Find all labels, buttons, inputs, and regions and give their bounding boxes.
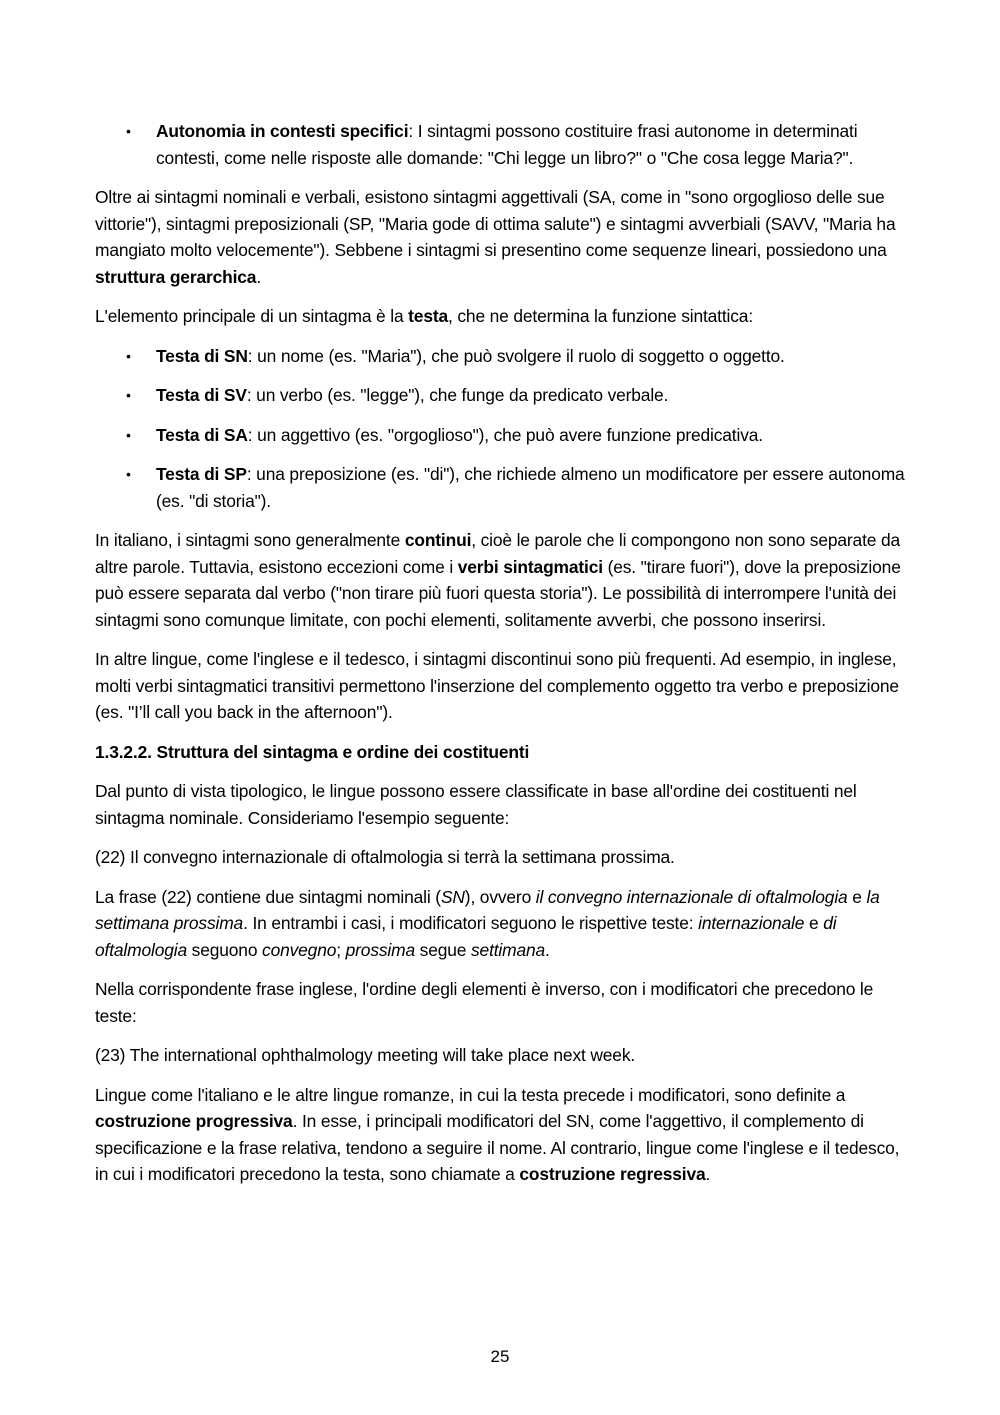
paragraph-analisi-22 [95,884,910,964]
paragraph-text: . [705,1164,711,1184]
bullet-text: : una preposizione (es. "di"), che richiede almeno un modificatore per essere autonoma (es. "di storia"). [156,464,905,511]
paragraph-text: , cioè le parole che li compongono non sono separate da altre parole. Tuttavia, esistono eccezioni come i [95,530,900,577]
bullet-term: Testa di SA [156,424,248,445]
bold-term: costruzione regressiva [519,1164,706,1184]
paragraph-text: . [256,266,261,287]
bullet-list-autonomia [95,118,910,171]
bullet-text: : I sintagmi possono costituire frasi autonome in determinati contesti, come nelle risposte alle domande: "Chi legge un libro?" o "Che cosa legge Maria?". [156,121,858,168]
bullet-list-teste [95,343,910,515]
paragraph-text: , che ne determina la funzione sintattica: [448,306,753,326]
paragraph-text: . [545,939,550,960]
italic-term: di oftalmologia [95,913,837,960]
italic-term: convegno [262,939,337,960]
list-item [95,118,910,171]
italic-term: la settimana prossima [95,886,880,933]
paragraph-text: Lingue come l'italiano e le altre lingue romanze, in cui la testa precede i modificatori, sono definite a [95,1084,846,1105]
paragraph-text: . In esse, i principali modificatori del SN, come l'aggettivo, il complemento di specificazione e la frase relativa, tendono a seguire il nome. Al contrario, lingue come l'inglese e il tedesco, in cui i modificatori precedono la testa, sono chiamate a [95,1111,900,1184]
italic-term: settimana [471,939,546,960]
bold-term: struttura gerarchica [95,266,257,287]
paragraph-continui [95,527,910,633]
page-content [95,118,910,1201]
paragraph-text: ), ovvero [464,886,536,907]
paragraph-text: In italiano, i sintagmi sono generalmente [95,530,405,550]
italic-term: internazionale [698,913,805,933]
list-item [95,461,910,514]
bullet-term: Testa di SP [156,464,247,484]
paragraph-sintagmi-altri [95,184,910,290]
bullet-term: Autonomia in contesti specifici [156,121,409,141]
italic-term: il convegno internazionale di oftalmologia [535,886,848,907]
bold-term: testa [408,306,449,326]
paragraph-discontinui: In altre lingue, come l'inglese e il tedesco, i sintagmi discontinui sono più frequenti. Ad esempio, in inglese, molti verbi sintagmatici transitivi permettono l'inserzione del complemento oggetto tra verbo e preposizione (es. "I’ll call you back in the afternoon"). [95,649,899,722]
paragraph-text: e [847,886,867,907]
italic-term: prossima [345,939,415,960]
bold-term: verbi sintagmatici [457,556,603,577]
paragraph-text: e [804,913,824,933]
bullet-term: Testa di SN [156,345,248,366]
paragraph-text: L'elemento principale di un sintagma è la [95,306,409,326]
paragraph-inglese: Nella corrispondente frase inglese, l'ordine degli elementi è inverso, con i modificatori che precedono le teste: [95,979,874,1026]
paragraph-text: ; [336,939,346,960]
paragraph-text: segue [415,939,471,960]
bullet-term: Testa di SV [156,385,247,405]
list-item [95,422,910,449]
paragraph-text: Oltre ai sintagmi nominali e verbali, esistono sintagmi aggettivali (SA, come in "sono orgoglioso delle sue vittorie"), sintagmi preposizionali (SP, "Maria gode di ottima salute") e sintagmi avverbiali (SAVV, "Maria ha mangiato molto velocemente"). Sebbene i sintagmi si presentino come sequenze lineari, possiedono una [95,187,896,260]
page-number: 25 [490,1347,510,1366]
list-item [95,343,910,370]
bullet-text: : un verbo (es. "legge"), che funge da predicato verbale. [246,385,669,405]
paragraph-text: seguono [186,939,263,960]
bullet-text: : un aggettivo (es. "orgoglioso"), che può avere funzione predicativa. [247,424,763,445]
list-item [95,382,910,409]
paragraph-text: La frase (22) contiene due sintagmi nominali ( [95,886,441,907]
example-22: (22) Il convegno internazionale di oftalmologia si terrà la settimana prossima. [95,847,675,867]
section-heading: 1.3.2.2. Struttura del sintagma e ordine dei costituenti [95,741,530,762]
italic-term: SN [440,886,465,907]
paragraph-costruzione [95,1082,910,1188]
paragraph-text: (es. "tirare fuori"), dove la preposizione può essere separata dal verbo ("non tirare più fuori questa storia"). Le possibilità di interrompere l'unità dei sintagmi sono comunque limitate, con pochi elementi, solitamente avverbi, che possono inserirsi. [95,556,901,630]
example-23: (23) The international ophthalmology meeting will take place next week. [95,1045,636,1065]
paragraph-text: . In entrambi i casi, i modificatori seguono le rispettive teste: [243,913,699,933]
bullet-text: : un nome (es. "Maria"), che può svolgere il ruolo di soggetto o oggetto. [247,345,785,366]
bold-term: costruzione progressiva [95,1111,293,1131]
paragraph-tipologia: Dal punto di vista tipologico, le lingue possono essere classificate in base all'ordine dei costituenti nel sintagma nominale. Consideriamo l'esempio seguente: [95,781,857,828]
paragraph-testa [95,303,910,330]
bold-term: continui [404,530,472,550]
